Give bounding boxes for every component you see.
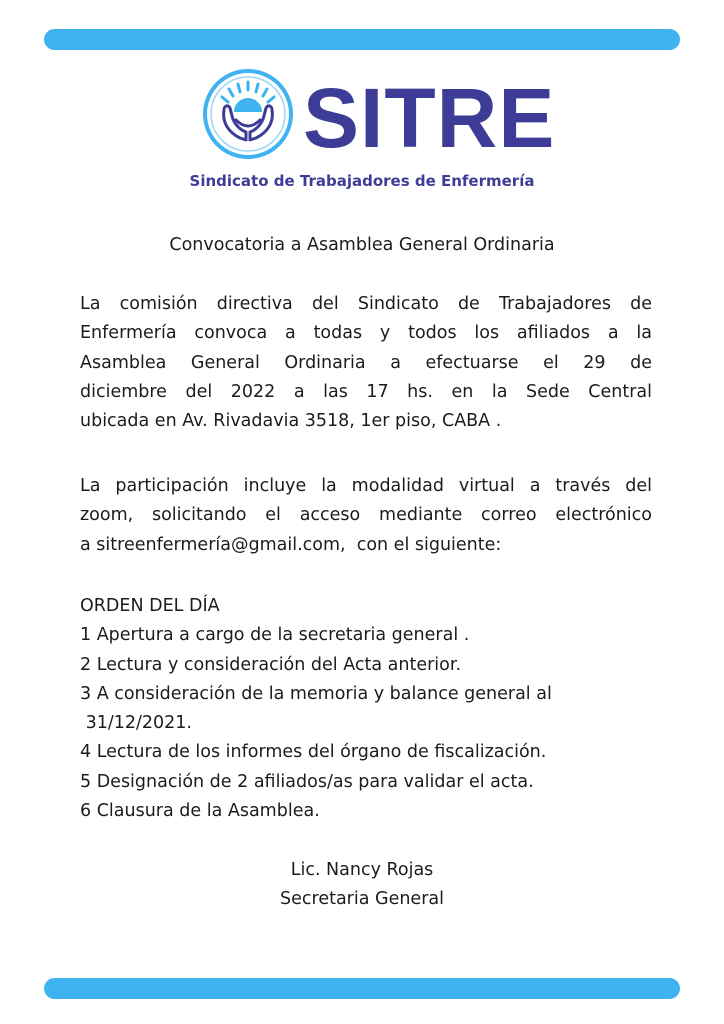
agenda-item: 6 Clausura de la Asamblea. bbox=[80, 801, 320, 822]
agenda-item: 5 Designación de 2 afiliados/as para validar el acta. bbox=[80, 771, 534, 792]
convocation-paragraph bbox=[80, 290, 652, 436]
participation-paragraph bbox=[80, 472, 652, 560]
organization-name: Sindicato de Trabajadores de Enfermería bbox=[189, 172, 535, 190]
paragraph-line: La comisión directiva del Sindicato de Trabajadores de bbox=[80, 294, 652, 314]
paragraph-line: zoom, solicitando el acceso mediante correo electrónico bbox=[80, 505, 652, 526]
paragraph-line: ubicada en Av. Rivadavia 3518, 1er piso, CABA . bbox=[80, 411, 502, 432]
paragraph-line: Enfermería convoca a todas y todos los afiliados a la bbox=[80, 323, 652, 344]
agenda-section bbox=[80, 592, 660, 826]
paragraph-line: La participación incluye la modalidad virtual a través del bbox=[80, 476, 652, 496]
document-title: Convocatoria a Asamblea General Ordinaria bbox=[169, 235, 555, 255]
agenda-item: 2 Lectura y consideración del Acta anterior. bbox=[80, 654, 462, 675]
paragraph-line: Asamblea General Ordinaria a efectuarse el 29 de bbox=[80, 352, 652, 373]
top-accent-bar bbox=[44, 29, 680, 50]
bottom-accent-bar bbox=[44, 978, 680, 999]
agenda-item-continuation: 31/12/2021. bbox=[80, 713, 192, 734]
sitre-logo bbox=[200, 66, 556, 166]
agenda-item: 4 Lectura de los informes del órgano de fiscalización. bbox=[80, 742, 547, 763]
paragraph-line: diciembre del 2022 a las 17 hs. en la Sede Central bbox=[80, 381, 652, 402]
agenda-heading: ORDEN DEL DÍA bbox=[80, 596, 220, 616]
paragraph-line-email: a sitreenfermería@gmail.com, con el siguiente: bbox=[80, 534, 502, 555]
hands-sun-emblem-icon bbox=[200, 66, 300, 166]
signatory-role: Secretaria General bbox=[280, 889, 444, 910]
signature-block bbox=[0, 856, 724, 915]
agenda-item: 3 A consideración de la memoria y balance general al bbox=[80, 683, 552, 704]
agenda-item: 1 Apertura a cargo de la secretaria general . bbox=[80, 625, 470, 646]
signatory-name: Lic. Nancy Rojas bbox=[290, 860, 434, 880]
logo-wordmark: SITRE bbox=[303, 71, 556, 165]
